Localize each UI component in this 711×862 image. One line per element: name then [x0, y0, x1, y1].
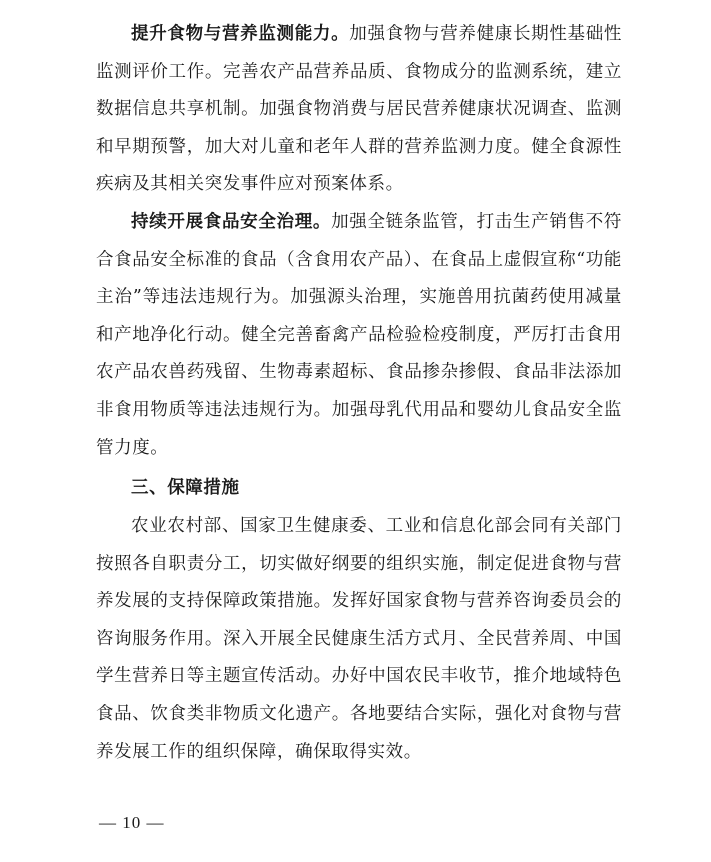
- section-heading-safeguards: 三、保障措施: [131, 478, 240, 498]
- page-number: — 10 —: [99, 813, 165, 832]
- paragraph-food-safety-governance: [96, 204, 622, 467]
- paragraph-body-food-safety-governance: 加强全链条监管，打击生产销售不符合食品安全标准的食品（含食用农产品）、在食品上虚假宣称“功能主治”等违法违规行为。加强源头治理，实施兽用抗菌药使用减量和产地净化行动。健全完善畜禽产品检验检疫制度，严厉打击食用农产品农兽药残留、生物毒素超标、食品掺杂掺假、食品非法添加非食用物质等违法违规行为。加强母乳代用品和婴幼儿食品安全监管力度。: [96, 212, 622, 458]
- paragraph-lead-nutrition-monitoring: 提升食物与营养监测能力。: [131, 24, 350, 44]
- paragraph-body-nutrition-monitoring: 加强食物与营养健康长期性基础性监测评价工作。完善农产品营养品质、食物成分的监测系统，建立数据信息共享机制。加强食物消费与居民营养健康状况调查、监测和早期预警，加大对儿童和老年人群的营养监测力度。健全食源性疾病及其相关突发事件应对预案体系。: [96, 24, 623, 195]
- paragraph-nutrition-monitoring: [96, 16, 622, 204]
- paragraph-safeguard-measures: 农业农村部、国家卫生健康委、工业和信息化部会同有关部门按照各自职责分工，切实做好纲要的组织实施，制定促进食物与营养发展的支持保障政策措施。发挥好国家食物与营养咨询委员会的咨询服务作用。深入开展全民健康生活方式月、全民营养周、中国学生营养日等主题宣传活动。办好中国农民丰收节，推介地域特色食品、饮食类非物质文化遗产。各地要结合实际，强化对食物与营养发展工作的组织保障，确保取得实效。: [96, 516, 622, 762]
- paragraph-lead-food-safety-governance: 持续开展食品安全治理。: [131, 212, 332, 232]
